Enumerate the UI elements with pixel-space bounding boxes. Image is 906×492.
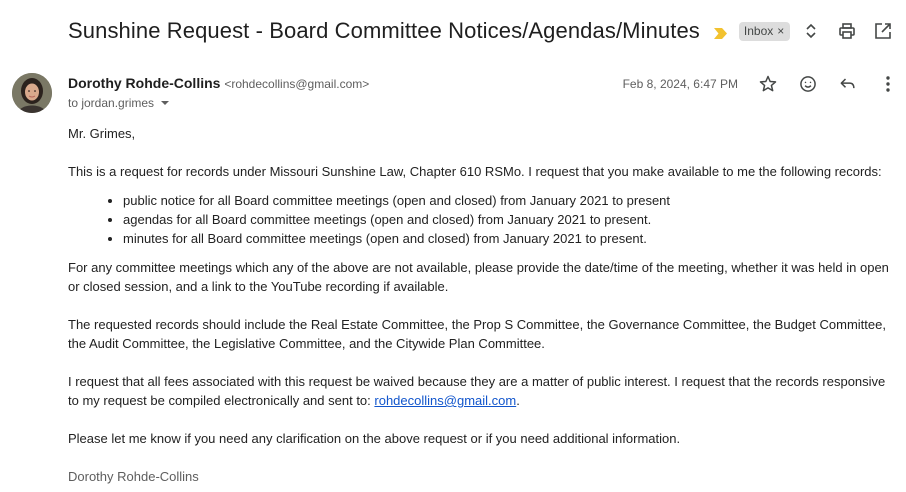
signature: Dorothy Rohde-Collins [68,469,199,484]
subject-row [68,14,892,48]
list-item: • public notice for all Board committee meetings (open and closed) from January 2021 to present [123,191,898,210]
more-vert-icon[interactable] [878,72,898,96]
print-icon[interactable] [838,22,856,40]
message-actions [758,72,898,96]
greeting: Mr. Grimes, [68,126,136,141]
email-subject: Sunshine Request - Board Committee Notices/Agendas/Minutes [68,18,700,43]
sender-email: <rohdecollins@gmail.com> [224,77,370,91]
avatar[interactable] [12,73,52,113]
committees-paragraph: The requested records should include the Real Estate Committee, the Prop S Committee, the Governance Committee, the Budget Committee, the Audit Committee, the Legislative Committee, and the Citywide Plan Committee. [68,317,886,351]
fees-text: I request that all fees associated with this request be waived because they are a matter of public interest. I request that the records responsive to my request be compiled electronically and sent to: [68,374,886,408]
chevron-down-icon[interactable] [160,96,170,110]
reply-icon[interactable] [838,72,858,96]
email-body [68,124,898,492]
label-chip-text: Inbox [743,23,774,38]
requested-records-list [68,191,898,248]
intro-paragraph: This is a request for records under Missouri Sunshine Law, Chapter 610 RSMo. I request that you make available to me the following records: [68,164,882,179]
unavailable-paragraph: For any committee meetings which any of the above are not available, please provide the date/time of the meeting, whether it was held in open or closed session, and a link to the YouTube recording if available. [68,260,889,294]
fees-end: . [516,393,520,408]
list-item: • agendas for all Board committee meetings (open and closed) from January 2021 to present. [123,210,898,229]
emoji-icon[interactable] [798,72,818,96]
expand-collapse-icon[interactable] [802,22,820,40]
recipient-line [68,96,170,110]
sender-name[interactable]: Dorothy Rohde-Collins [68,75,221,91]
subject-toolbar [802,14,892,48]
list-item: • minutes for all Board committee meetings (open and closed) from January 2021 to present. [123,229,898,248]
star-icon[interactable] [758,72,778,96]
email-link[interactable]: rohdecollins@gmail.com [374,393,517,408]
label-chip-inbox[interactable] [739,22,790,41]
importance-marker-icon[interactable] [714,26,727,37]
email-date: Feb 8, 2024, 6:47 PM [622,77,738,91]
clarify-paragraph: Please let me know if you need any clarification on the above request or if you need additional information. [68,431,681,446]
open-in-new-window-icon[interactable] [874,22,892,40]
recipient-text: to jordan.grimes [68,96,155,110]
remove-label-icon[interactable]: × [777,23,785,38]
sender-line [68,75,369,91]
fees-paragraph [68,372,898,410]
